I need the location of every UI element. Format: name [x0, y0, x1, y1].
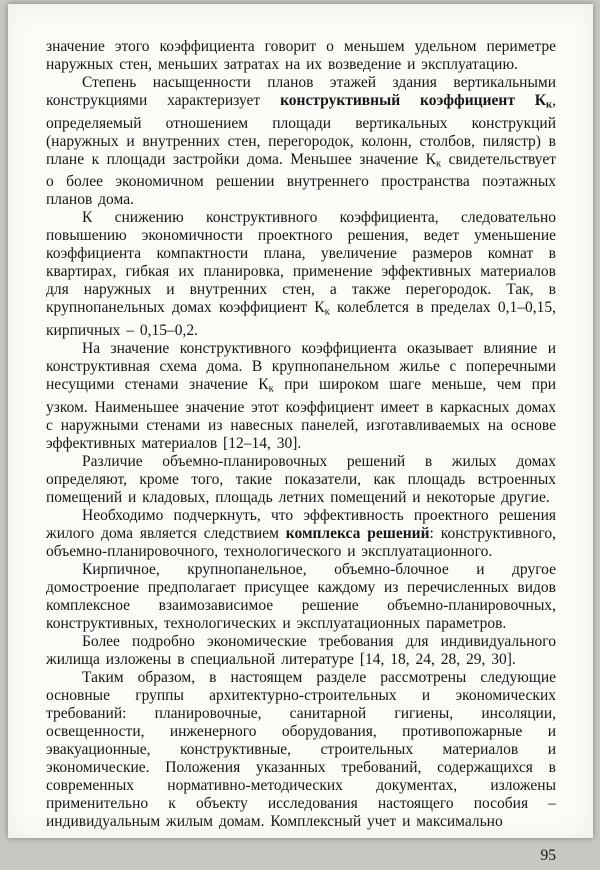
paragraph	[46, 209, 556, 340]
text-run: комплекса решений	[285, 524, 430, 542]
text-run: колеблется в пределах 0,1–0,15, кирпичных – 0,15–0,2.	[46, 299, 556, 339]
paragraph	[46, 669, 556, 831]
text-run: конструктивный коэффициент	[280, 92, 515, 109]
paragraph	[46, 507, 556, 561]
text-run: Более подробно экономические требования для индивидуального жилища изложены в специальной литературе [14, 18, 24, 28, 29, 30].	[46, 632, 556, 668]
text-run: к	[324, 306, 330, 318]
text-run: Различие объемно-планировочных решений в жилых домах определяют, кроме того, такие показатели, как площадь встроенных помещений и кладовых, площадь летних помещений и некоторые другие.	[46, 452, 556, 506]
page-text	[46, 38, 556, 865]
page-number: 95	[540, 846, 556, 864]
text-run: На значение конструктивного коэффициента оказывает влияние и конструктивная схема дома. В крупнопанельном жилье с поперечными несущими стенами значение К	[46, 339, 556, 393]
text-run: Необходимо подчеркнуть, что эффективность проектного решения жилого дома является следствием	[46, 506, 556, 542]
text-run: К	[514, 92, 547, 109]
text-run: значение этого коэффициента говорит о меньшем удельном периметре наружных стен, меньших затратах на их возведение и эксплуатацию.	[46, 38, 556, 73]
text-run: : конструктивного, объемно-планировочного, технологического и эксплуатационного.	[46, 524, 556, 560]
text-run: К снижению конструктивного коэффициента, следовательно повышению экономичности проектного решения, ведет уменьшение коэффициента компактности плана, увеличение размеров комнат в квартирах, гибкая их планировка, применение эффективных материалов для наружных и внутренних стен, а также перегородок. Так, в крупнопанельных домах коэффициент К	[46, 209, 556, 317]
text-run: свидетельствует о более экономичном решении внутреннего пространства поэтажных планов дома.	[46, 150, 556, 209]
text-run: Таким образом, в настоящем разделе рассмотрены следующие основные группы архитектурно-строительных и экономических требований: планировочные, санитарной гигиены, инсоляции, освещенности, инженерного оборудования, противопожарные и эвакуационные, конструктивные, строительных материалов и экономические. Положения указанных требований, содержащихся в современных нормативно-методических документах, изложены применительно к объекту исследования настоящего пособия – индивидуальным жилым домам. Комплексный учет и максимально	[46, 668, 556, 830]
text-run: , определяемый отношением площади вертикальных конструкций (наружных и внутренних стен, перегородок, колонн, столбов, пилястр) в плане к площади застройки дома. Меньшее значение К	[46, 92, 556, 168]
book-page	[8, 4, 593, 864]
paragraph	[46, 453, 556, 507]
paragraph	[46, 38, 556, 74]
paragraph	[46, 561, 556, 633]
text-run: Кирпичное, крупнопанельное, объемно-блочное и другое домостроение предполагает присущее каждому из перечисленных видов комплексное взаимозависимое решение объемно-планировочных, конструктивных, технологических и эксплуатационных параметров.	[46, 560, 556, 632]
paragraph	[46, 633, 556, 669]
text-run: при широком шаге меньше, чем при узком. Наименьшее значение этот коэффициент имеет в каркасных домах с наружными стенами из навесных панелей, изготавливаемых на основе эффективных материалов [12–14, 30].	[46, 375, 556, 452]
text-run: к	[268, 383, 274, 395]
text-run: Степень насыщенности планов этажей здания вертикальными конструкциями характеризует	[46, 74, 556, 109]
text-run: к	[435, 158, 442, 170]
text-run: к	[546, 99, 553, 111]
paragraph	[46, 74, 556, 209]
paragraph	[46, 340, 556, 453]
